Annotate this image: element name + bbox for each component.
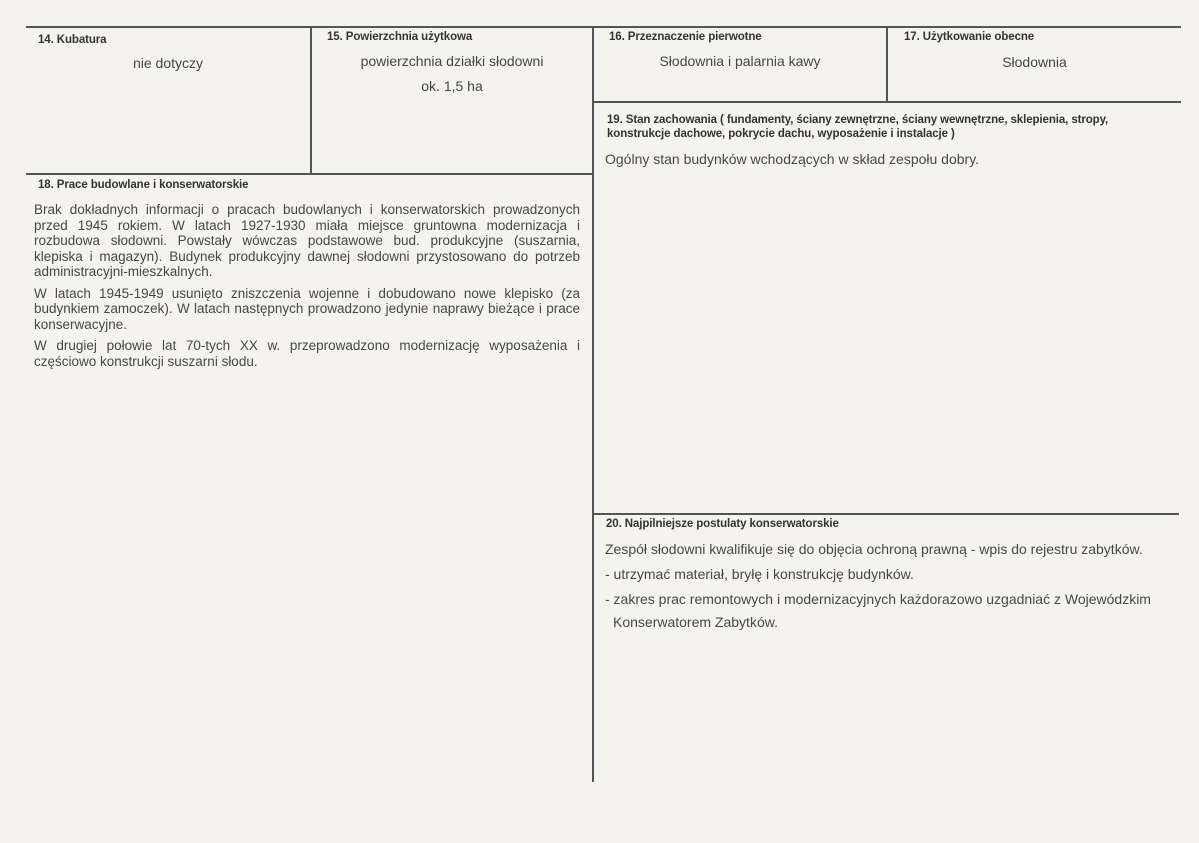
powierzchnia-value-line2: ok. 1,5 ha — [421, 78, 483, 94]
przeznaczenie-value: Słodownia i palarnia kawy — [659, 53, 821, 69]
uzytkowanie-heading: 17. Użytkowanie obecne — [904, 31, 1035, 43]
divider-18-top — [26, 173, 593, 175]
powierzchnia-value-line1: powierzchnia działki słodowni — [360, 53, 544, 69]
postulaty-line-3: - zakres prac remontowych i modernizacyjnych każdorazowo uzgadniać z Wojewódzkim — [605, 591, 1151, 607]
divider-16-19 — [593, 101, 1181, 103]
stan-zachowania-value: Ogólny stan budynków wchodzących w skład zespołu dobry. — [605, 151, 980, 167]
prace-paragraph-3: W drugiej połowie lat 70-tych XX w. przeprowadzono modernizację wyposażenia i częściowo konstrukcji suszarni słodu. — [34, 338, 580, 369]
prace-text — [34, 202, 580, 375]
divider-main — [592, 26, 594, 782]
prace-paragraph-2: W latach 1945-1949 usunięto zniszczenia wojenne i dobudowano nowe klepisko (za budynkiem zamoczek). W latach następnych prowadzono jedynie naprawy bieżące i prace konserwacyjne. — [34, 285, 580, 332]
top-border — [26, 26, 1181, 28]
kubatura-value: nie dotyczy — [132, 55, 204, 71]
stan-zachowania-heading: 19. Stan zachowania ( fundamenty, ściany zewnętrzne, ściany wewnętrzne, sklepienia, stropy, konstrukcje dachowe, pokrycie dachu, wyposażenie i instalacje ) — [607, 114, 1109, 140]
uzytkowanie-value: Słodownia — [1002, 54, 1067, 70]
postulaty-line-2: - utrzymać materiał, bryłę i konstrukcję budynków. — [605, 566, 914, 582]
divider-14-15 — [310, 26, 312, 174]
prace-paragraph-1: Brak dokładnych informacji o pracach budowlanych i konserwatorskich prowadzonych przed 1945 rokiem. W latach 1927-1930 miała miejsce gruntowna modernizacja i rozbudowa słodowni. Powstały wówczas podstawowe bud. produkcyjne (suszarnia, klepiska i magazyn). Budynek produkcyjny dawnej słodowni przystosowano do potrzeb administracyjni-mieszkalnych. — [34, 202, 580, 279]
divider-19-20 — [593, 513, 1179, 515]
postulaty-line-1: Zespół słodowni kwalifikuje się do objęcia ochroną prawną - wpis do rejestru zabytków. — [605, 541, 1143, 557]
postulaty-heading: 20. Najpilniejsze postulaty konserwatorskie — [606, 518, 839, 530]
powierzchnia-heading: 15. Powierzchnia użytkowa — [327, 31, 473, 43]
kubatura-heading: 14. Kubatura — [38, 34, 107, 46]
prace-heading: 18. Prace budowlane i konserwatorskie — [38, 179, 249, 191]
postulaty-line-4: Konserwatorem Zabytków. — [613, 614, 778, 630]
przeznaczenie-heading: 16. Przeznaczenie pierwotne — [609, 31, 762, 43]
